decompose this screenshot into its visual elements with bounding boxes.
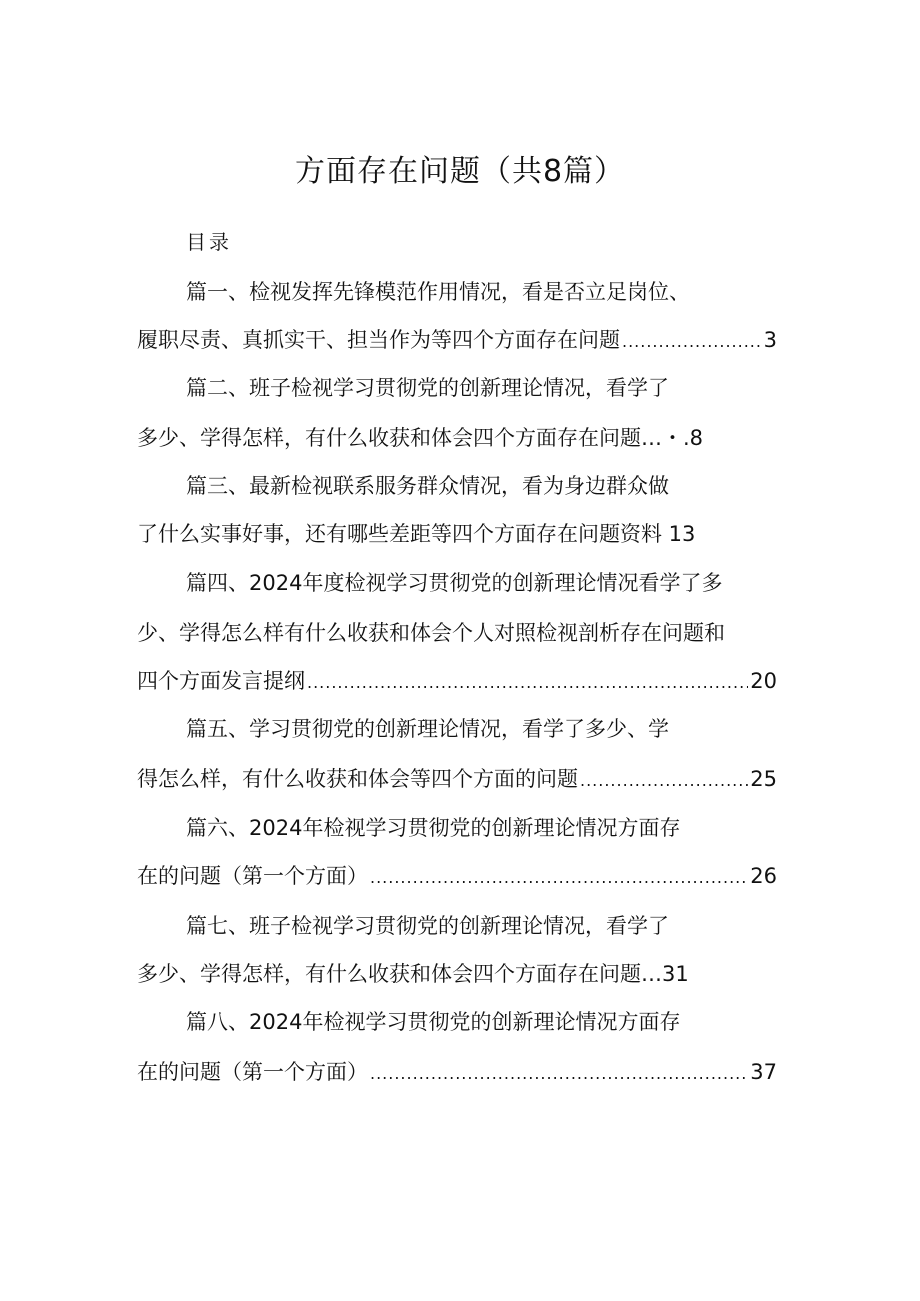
toc-entry-8-line-2[interactable] bbox=[137, 1056, 777, 1088]
toc-entry-6-line-1[interactable]: 篇六、2024年检视学习贯彻党的创新理论情况方面存 bbox=[186, 816, 681, 840]
toc-entry-6-line-2[interactable] bbox=[137, 860, 777, 892]
toc-entry-5-text: 得怎么样，有什么收获和体会等四个方面的问题 bbox=[137, 767, 578, 791]
toc-entry-3-line-2[interactable]: 了什么实事好事，还有哪些差距等四个方面存在问题资料 13 bbox=[137, 522, 696, 546]
toc-entry-6-text: 在的问题（第一个方面） bbox=[137, 864, 368, 888]
toc-entry-4-line-3[interactable] bbox=[137, 665, 777, 697]
toc-entry-1-text: 履职尽责、真抓实干、担当作为等四个方面存在问题 bbox=[137, 328, 620, 352]
toc-dot-leader bbox=[580, 765, 748, 795]
toc-entry-1-page-number: 3 bbox=[763, 328, 777, 352]
toc-entry-1-line-2[interactable] bbox=[137, 324, 777, 356]
toc-dot-leader bbox=[307, 667, 748, 697]
toc-entry-2-line-1[interactable]: 篇二、班子检视学习贯彻党的创新理论情况，看学了 bbox=[186, 376, 669, 400]
toc-entry-5-line-1[interactable]: 篇五、学习贯彻党的创新理论情况，看学了多少、学 bbox=[186, 717, 669, 741]
toc-entry-7-line-1[interactable]: 篇七、班子检视学习贯彻党的创新理论情况，看学了 bbox=[186, 914, 669, 938]
toc-entry-4-line-1[interactable]: 篇四、2024年度检视学习贯彻党的创新理论情况看学了多 bbox=[186, 571, 723, 595]
toc-dot-leader bbox=[370, 1058, 748, 1088]
toc-entry-5-line-2[interactable] bbox=[137, 763, 777, 795]
toc-entry-8-line-1[interactable]: 篇八、2024年检视学习贯彻党的创新理论情况方面存 bbox=[186, 1010, 681, 1034]
toc-entry-4-line-2[interactable]: 少、学得怎么样有什么收获和体会个人对照检视剖析存在问题和 bbox=[137, 621, 725, 645]
toc-dot-leader bbox=[370, 862, 748, 892]
toc-entry-4-page-number: 20 bbox=[750, 669, 777, 693]
toc-entry-5-page-number: 25 bbox=[750, 767, 777, 791]
toc-entry-3-line-1[interactable]: 篇三、最新检视联系服务群众情况，看为身边群众做 bbox=[186, 474, 669, 498]
toc-entry-8-page-number: 37 bbox=[750, 1060, 777, 1084]
toc-heading: 目录 bbox=[186, 230, 232, 254]
toc-entry-6-page-number: 26 bbox=[750, 864, 777, 888]
toc-entry-2-line-2[interactable]: 多少、学得怎样，有什么收获和体会四个方面存在问题…・.8 bbox=[137, 426, 704, 450]
toc-dot-leader bbox=[622, 326, 762, 356]
toc-entry-8-text: 在的问题（第一个方面） bbox=[137, 1060, 368, 1084]
toc-entry-1-line-1[interactable]: 篇一、检视发挥先锋模范作用情况，看是否立足岗位、 bbox=[186, 280, 690, 304]
document-title: 方面存在问题（共8篇） bbox=[294, 154, 626, 189]
toc-entry-7-line-2[interactable]: 多少、学得怎样，有什么收获和体会四个方面存在问题…31 bbox=[137, 962, 689, 986]
toc-entry-4-text: 四个方面发言提纲 bbox=[137, 669, 305, 693]
